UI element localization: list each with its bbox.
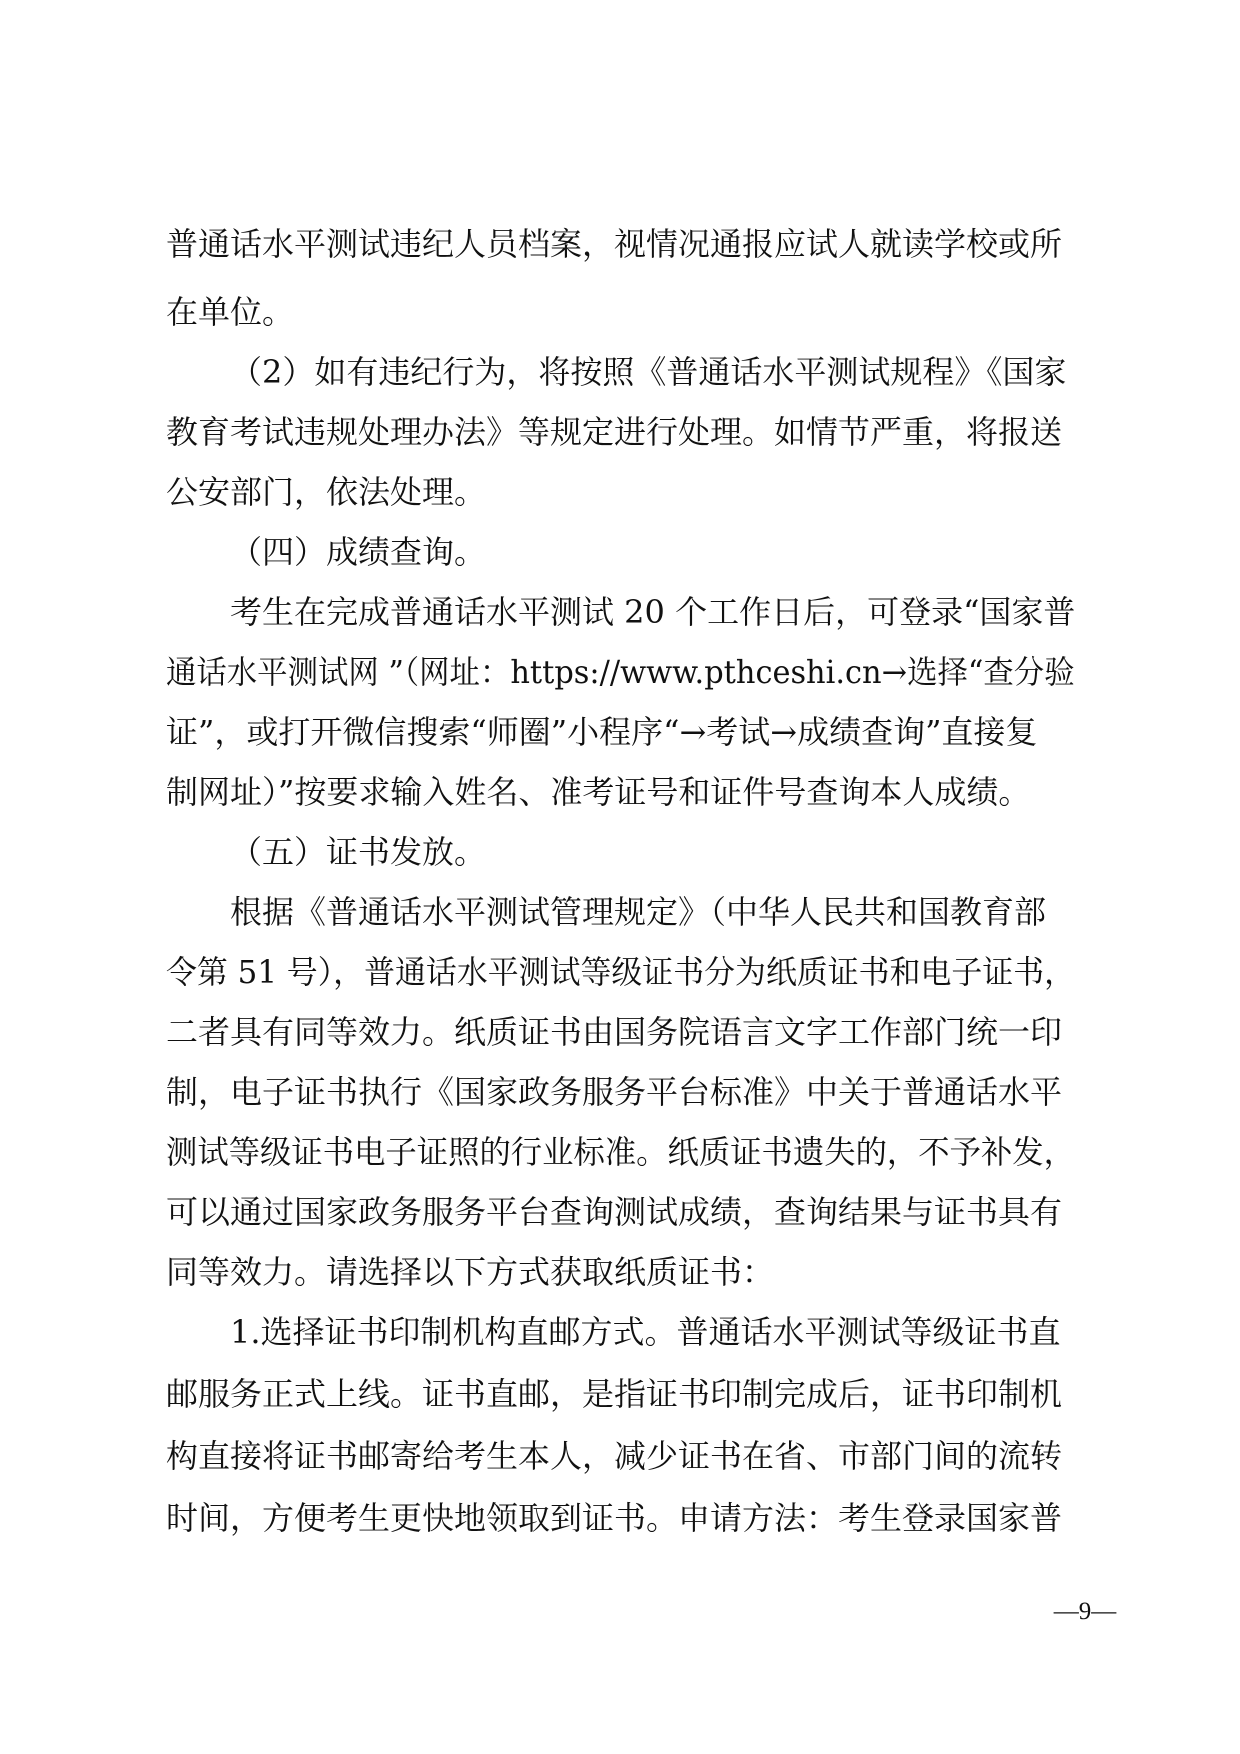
section-heading: （四）成绩查询。 (230, 533, 487, 571)
text-line: 证”，或打开微信搜索“师圈”小程序“→考试→成绩查询”直接复 (166, 713, 1038, 751)
text-line: 普通话水平测试违纪人员档案，视情况通报应试人就读学校或所 (166, 225, 1063, 263)
text-line: 邮服务正式上线。证书直邮，是指证书印制完成后，证书印制机 (166, 1375, 1063, 1413)
text-line: 制，电子证书执行《国家政务服务平台标准》中关于普通话水平 (166, 1073, 1063, 1111)
text-line: 令第 51 号），普通话水平测试等级证书分为纸质证书和电子证书， (166, 953, 1076, 991)
text-line: 在单位。 (166, 293, 295, 331)
text-line: 同等效力。请选择以下方式获取纸质证书： (166, 1253, 775, 1291)
page-number: —9— (1053, 1598, 1117, 1625)
text-line: 根据《普通话水平测试管理规定》（中华人民共和国教育部 (230, 893, 1047, 931)
text-line: 二者具有同等效力。纸质证书由国务院语言文字工作部门统一印 (166, 1013, 1063, 1051)
text-line: 测试等级证书电子证照的行业标准。纸质证书遗失的，不予补发， (166, 1133, 1075, 1171)
text-line: 通话水平测试网 ”（网址：https://www.pthceshi.cn→选择“查分验 (166, 653, 1075, 691)
text-line: 1.选择证书印制机构直邮方式。普通话水平测试等级证书直 (230, 1313, 1061, 1351)
text-line: 时间，方便考生更快地领取到证书。申请方法：考生登录国家普 (166, 1499, 1063, 1537)
text-line: 制网址）”按要求输入姓名、准考证号和证件号查询本人成绩。 (166, 773, 1031, 811)
text-line: 构直接将证书邮寄给考生本人，减少证书在省、市部门间的流转 (166, 1437, 1063, 1475)
text-line: 可以通过国家政务服务平台查询测试成绩，查询结果与证书具有 (166, 1193, 1063, 1231)
section-heading: （五）证书发放。 (230, 833, 487, 871)
text-line: （2）如有违纪行为，将按照《普通话水平测试规程》《国家 (230, 353, 1067, 391)
text-line: 考生在完成普通话水平测试 20 个工作日后，可登录“国家普 (230, 593, 1076, 631)
text-line: 公安部门，依法处理。 (166, 473, 487, 511)
text-line: 教育考试违规处理办法》等规定进行处理。如情节严重，将报送 (166, 413, 1063, 451)
